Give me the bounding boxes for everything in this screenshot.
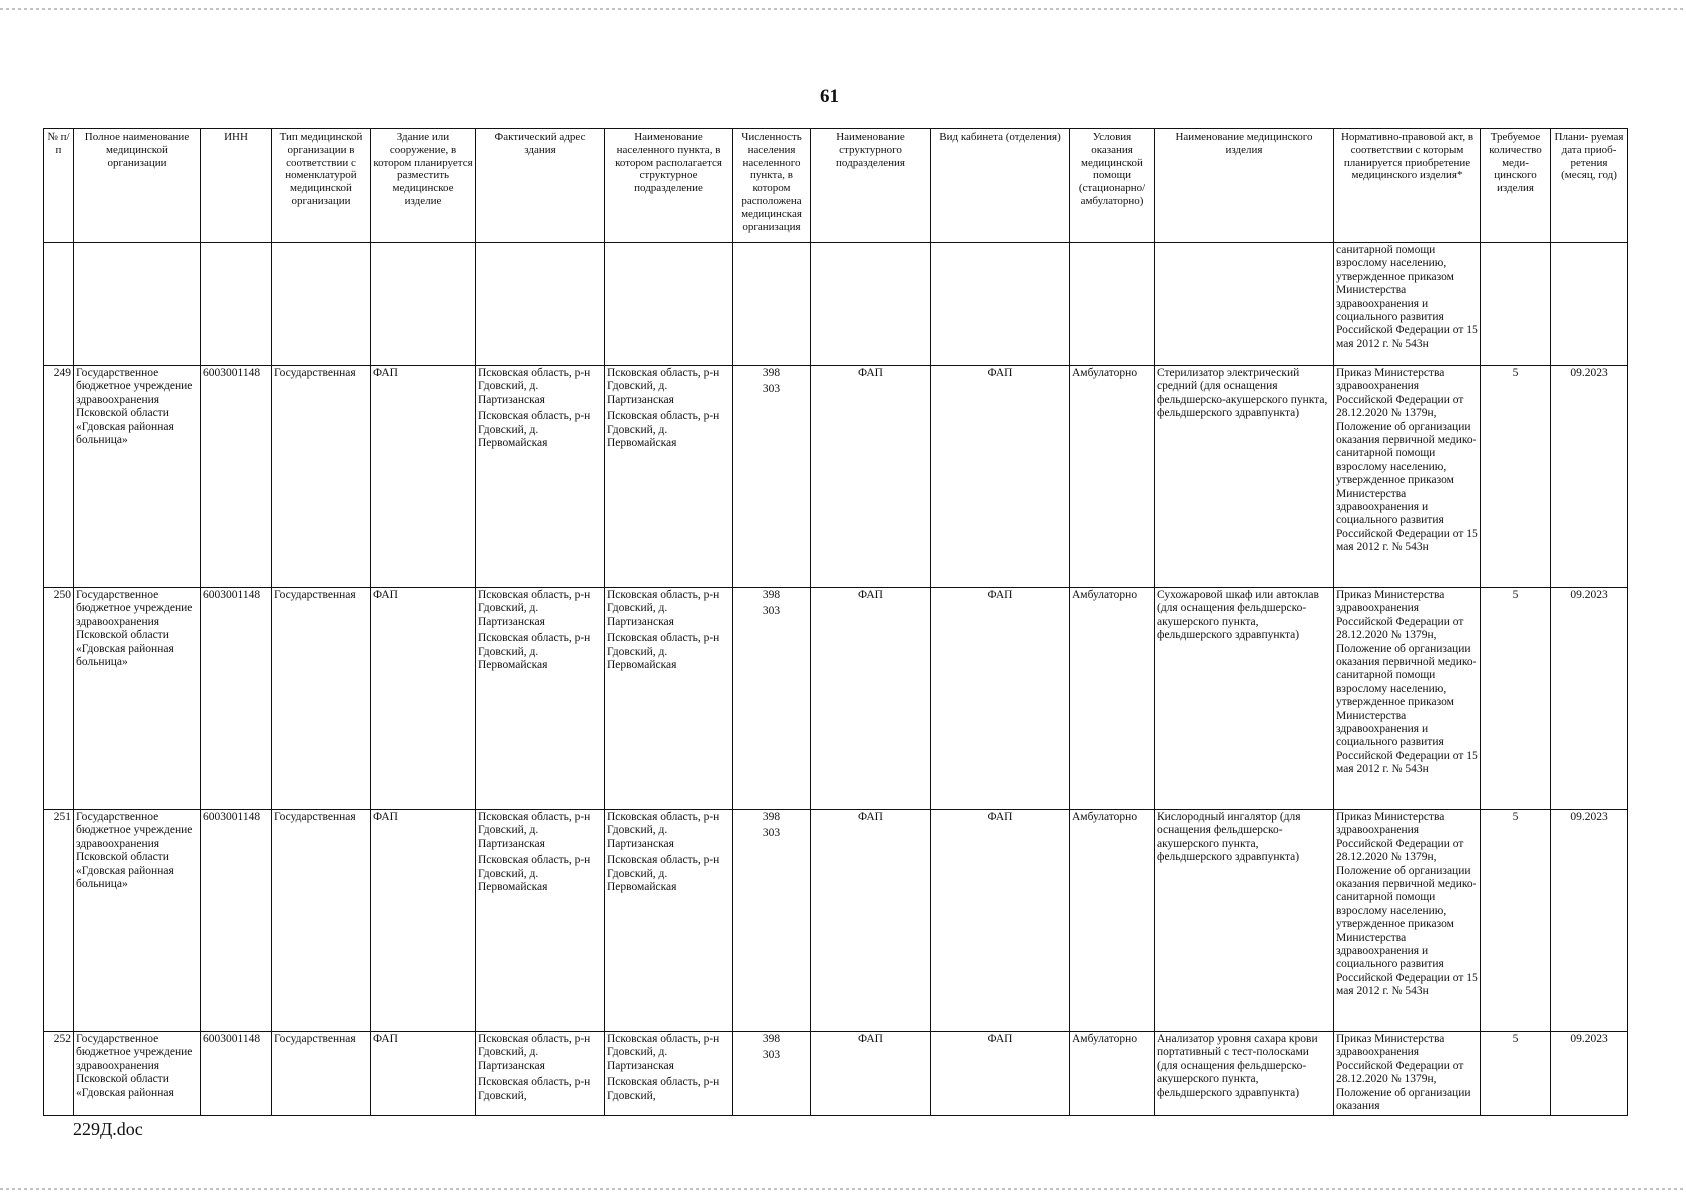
address-cell — [476, 366, 605, 588]
org-type: Государственная — [272, 366, 371, 588]
col-header-org: Полное наименование медицинской организации — [74, 129, 201, 243]
settlement-1: Псковская область, р-н Гдовский, д. Партизанская — [607, 367, 720, 406]
building: ФАП — [371, 588, 476, 810]
col-header-conditions: Условия оказания медицинской помощи (стационарно/ амбулаторно) — [1070, 129, 1155, 243]
population-2: 303 — [762, 383, 781, 396]
care-conditions: Амбулаторно — [1070, 366, 1155, 588]
col-header-act: Нормативно-правовой акт, в соответствии с которым планируется приобретение медицинского изделия* — [1334, 129, 1481, 243]
inn-value: 6003001148 — [201, 810, 272, 1032]
org-name: Государственное бюджетное учреждение здравоохранения Псковской области «Гдовская районная — [74, 1032, 201, 1116]
org-type: Государственная — [272, 588, 371, 810]
purchase-date: 09.2023 — [1551, 366, 1628, 588]
table-row — [44, 366, 1628, 588]
org-type: Государственная — [272, 1032, 371, 1116]
population-1: 398 — [762, 1033, 781, 1045]
cabinet-type: ФАП — [931, 366, 1070, 588]
legal-act: Приказ Министерства здравоохранения Российской Федерации от 28.12.2020 № 1379н, Положение об организации оказания — [1334, 1032, 1481, 1116]
col-header-address: Фактический адрес здания — [476, 129, 605, 243]
quantity: 5 — [1481, 810, 1551, 1032]
purchase-date: 09.2023 — [1551, 1032, 1628, 1116]
table-row — [44, 1032, 1628, 1116]
population-1: 398 — [762, 589, 781, 601]
address-1: Псковская область, р-н Гдовский, д. Партизанская — [478, 811, 591, 850]
address-cell — [476, 810, 605, 1032]
address-2: Псковская область, р-н Гдовский, д. Первомайская — [478, 854, 591, 894]
settlement-1: Псковская область, р-н Гдовский, д. Партизанская — [607, 811, 720, 850]
settlement-cell — [605, 810, 733, 1032]
quantity: 5 — [1481, 588, 1551, 810]
population-1: 398 — [762, 811, 781, 823]
col-header-device: Наименование медицинского изделия — [1155, 129, 1334, 243]
table-row — [44, 588, 1628, 810]
org-name: Государственное бюджетное учреждение здравоохранения Псковской области «Гдовская районная больница» — [74, 588, 201, 810]
purchase-date: 09.2023 — [1551, 810, 1628, 1032]
inn-value: 6003001148 — [201, 588, 272, 810]
row-number: 252 — [44, 1032, 74, 1116]
equipment-table — [43, 128, 1628, 1116]
settlement-2: Псковская область, р-н Гдовский, д. Первомайская — [607, 410, 720, 450]
population-2: 303 — [762, 1049, 781, 1062]
population-cell — [733, 366, 811, 588]
legal-act: Приказ Министерства здравоохранения Российской Федерации от 28.12.2020 № 1379н, Положение об организации оказания первичной медико-санитарной помощи взрослому населению, утвержденное приказом Министерства здравоохранения и социального развития Российской Федерации от 15 мая 2012 г. № 543н — [1334, 810, 1481, 1032]
settlement-1: Псковская область, р-н Гдовский, д. Партизанская — [607, 589, 720, 628]
settlement-1: Псковская область, р-н Гдовский, д. Партизанская — [607, 1033, 720, 1072]
address-1: Псковская область, р-н Гдовский, д. Партизанская — [478, 589, 591, 628]
population-1: 398 — [762, 367, 781, 379]
row-number: 250 — [44, 588, 74, 810]
col-header-inn: ИНН — [201, 129, 272, 243]
unit-name: ФАП — [811, 366, 931, 588]
col-header-building: Здание или сооружение, в котором планируется разместить медицинское изделие — [371, 129, 476, 243]
scan-edge-top — [0, 8, 1686, 10]
address-2: Псковская область, р-н Гдовский, д. Первомайская — [478, 410, 591, 450]
device-name: Сухожаровой шкаф или автоклав (для оснащения фельдшерско-акушерского пункта, фельдшерского здравпункта) — [1155, 588, 1334, 810]
settlement-2: Псковская область, р-н Гдовский, — [607, 1076, 720, 1102]
device-name: Анализатор уровня сахара крови портативный с тест-полосками (для оснащения фельдшерско-акушерского пункта, фельдшерского здравпункта) — [1155, 1032, 1334, 1116]
org-type: Государственная — [272, 810, 371, 1032]
address-cell — [476, 588, 605, 810]
settlement-cell — [605, 588, 733, 810]
address-1: Псковская область, р-н Гдовский, д. Партизанская — [478, 367, 591, 406]
building: ФАП — [371, 366, 476, 588]
quantity: 5 — [1481, 1032, 1551, 1116]
address-cell — [476, 1032, 605, 1116]
col-header-settlement: Наименование населенного пункта, в котором располагается структурное подразделение — [605, 129, 733, 243]
population-2: 303 — [762, 827, 781, 840]
unit-name: ФАП — [811, 810, 931, 1032]
col-header-qty: Требуемое количество меди- цинского изделия — [1481, 129, 1551, 243]
population-cell — [733, 1032, 811, 1116]
settlement-cell — [605, 1032, 733, 1116]
settlement-2: Псковская область, р-н Гдовский, д. Первомайская — [607, 854, 720, 894]
org-name: Государственное бюджетное учреждение здравоохранения Псковской области «Гдовская районная больница» — [74, 366, 201, 588]
device-name: Кислородный ингалятор (для оснащения фельдшерско-акушерского пункта, фельдшерского здравпункта) — [1155, 810, 1334, 1032]
address-2: Псковская область, р-н Гдовский, — [478, 1076, 591, 1102]
unit-name: ФАП — [811, 588, 931, 810]
table-header-row — [44, 129, 1628, 243]
org-name: Государственное бюджетное учреждение здравоохранения Псковской области «Гдовская районная больница» — [74, 810, 201, 1032]
purchase-date: 09.2023 — [1551, 588, 1628, 810]
building: ФАП — [371, 1032, 476, 1116]
quantity: 5 — [1481, 366, 1551, 588]
page-number: 61 — [820, 86, 839, 107]
table-row — [44, 810, 1628, 1032]
col-header-cabinet: Вид кабинета (отделения) — [931, 129, 1070, 243]
device-name: Стерилизатор электрический средний (для оснащения фельдшерско-акушерского пункта, фельдшерского здравпункта) — [1155, 366, 1334, 588]
row-number: 249 — [44, 366, 74, 588]
inn-value: 6003001148 — [201, 366, 272, 588]
population-cell — [733, 588, 811, 810]
col-header-unit: Наименование структурного подразделения — [811, 129, 931, 243]
footer-doc-name: 229Д.doc — [73, 1119, 143, 1139]
col-header-num: № п/п — [44, 129, 74, 243]
care-conditions: Амбулаторно — [1070, 1032, 1155, 1116]
inn-value: 6003001148 — [201, 1032, 272, 1116]
settlement-cell — [605, 366, 733, 588]
care-conditions: Амбулаторно — [1070, 810, 1155, 1032]
population-2: 303 — [762, 605, 781, 618]
unit-name: ФАП — [811, 1032, 931, 1116]
legal-act: Приказ Министерства здравоохранения Российской Федерации от 28.12.2020 № 1379н, Положение об организации оказания первичной медико-санитарной помощи взрослому населению, утвержденное приказом Министерства здравоохранения и социального развития Российской Федерации от 15 мая 2012 г. № 543н — [1334, 588, 1481, 810]
col-header-date: Плани- руемая дата приоб- ретения (месяц, год) — [1551, 129, 1628, 243]
continuation-row — [44, 243, 1628, 366]
building: ФАП — [371, 810, 476, 1032]
settlement-2: Псковская область, р-н Гдовский, д. Первомайская — [607, 632, 720, 672]
cabinet-type: ФАП — [931, 1032, 1070, 1116]
population-cell — [733, 810, 811, 1032]
address-1: Псковская область, р-н Гдовский, д. Партизанская — [478, 1033, 591, 1072]
act-continuation: санитарной помощи взрослому населению, утвержденное приказом Министерства здравоохранения и социального развития Российской Федерации от 15 мая 2012 г. № 543н — [1334, 243, 1481, 366]
cabinet-type: ФАП — [931, 810, 1070, 1032]
col-header-type: Тип медицинской организации в соответствии с номенклатурой медицинской организации — [272, 129, 371, 243]
col-header-population: Численность населения населенного пункта, в котором расположена медицинская организация — [733, 129, 811, 243]
row-number: 251 — [44, 810, 74, 1032]
care-conditions: Амбулаторно — [1070, 588, 1155, 810]
legal-act: Приказ Министерства здравоохранения Российской Федерации от 28.12.2020 № 1379н, Положение об организации оказания первичной медико-санитарной помощи взрослому населению, утвержденное приказом Министерства здравоохранения и социального развития Российской Федерации от 15 мая 2012 г. № 543н — [1334, 366, 1481, 588]
scan-edge-bottom — [0, 1188, 1686, 1190]
cabinet-type: ФАП — [931, 588, 1070, 810]
address-2: Псковская область, р-н Гдовский, д. Первомайская — [478, 632, 591, 672]
